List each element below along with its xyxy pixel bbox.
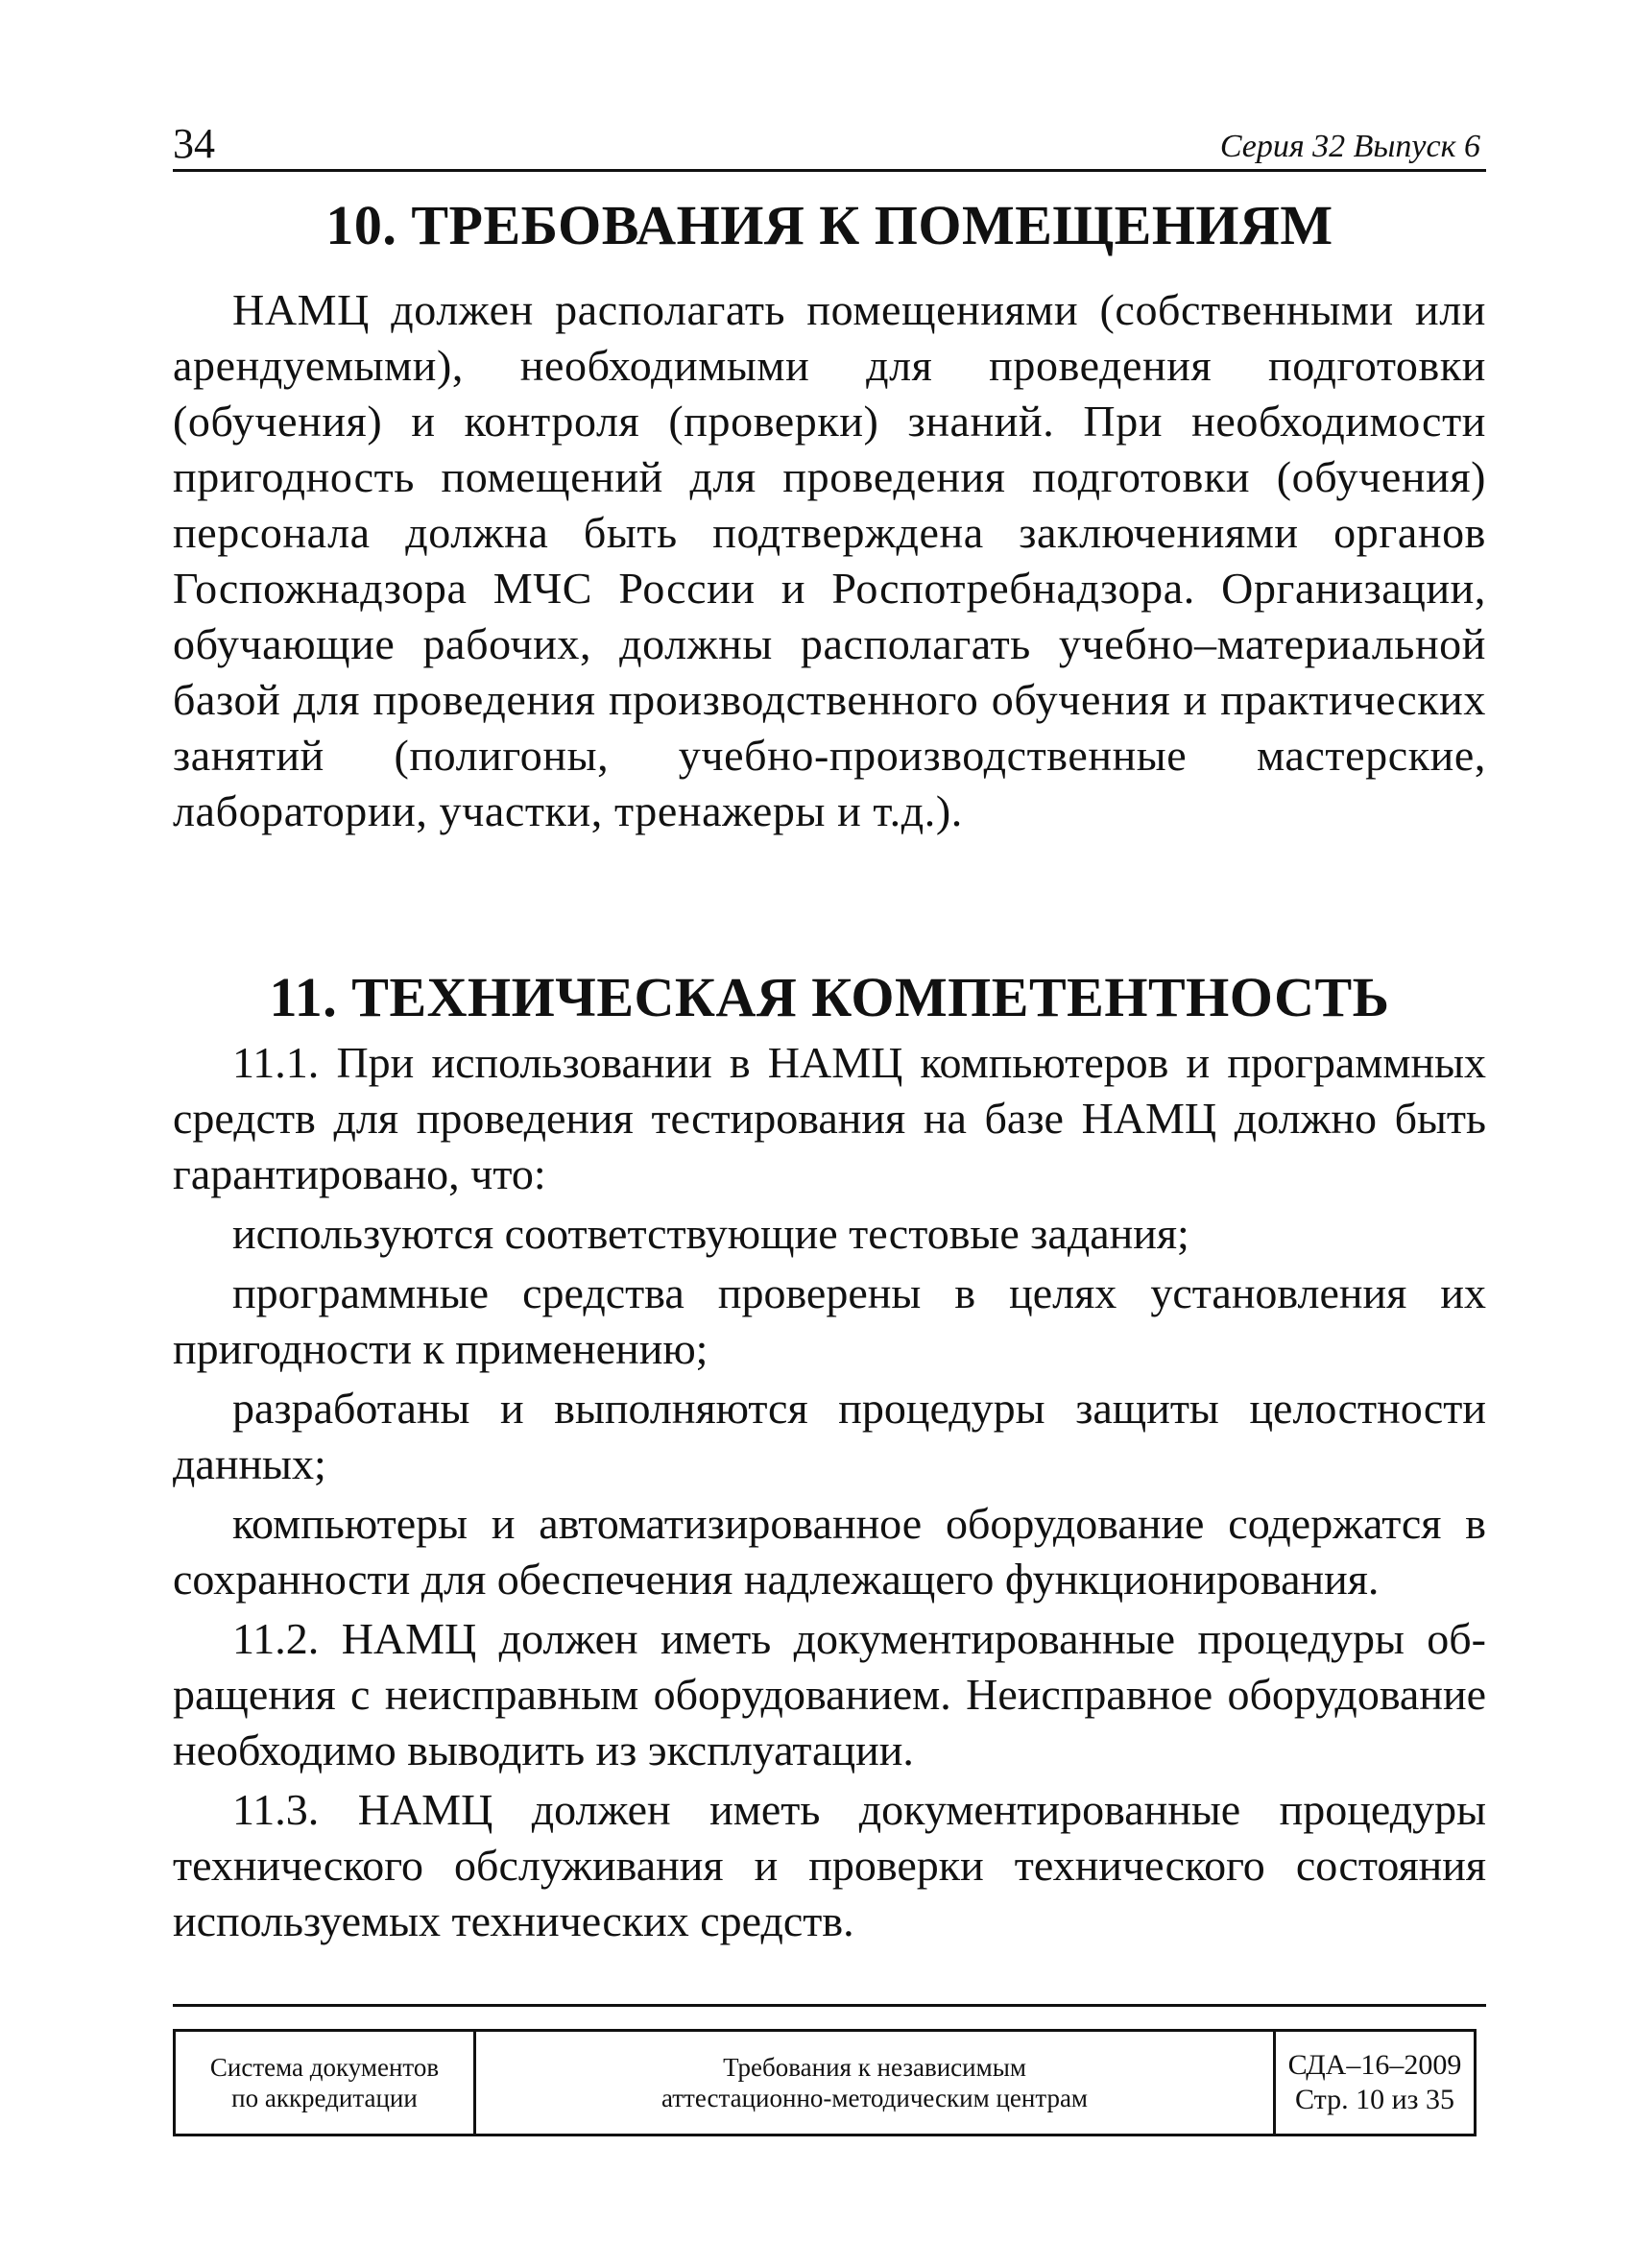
list-item: компьютеры и автоматизированное оборудование содержатся в сохранности для обеспечения надлежащего функционирования. — [173, 1499, 1486, 1604]
document-footer-table — [173, 2029, 1477, 2136]
footer-rule — [173, 2004, 1486, 2007]
clause-11-2: 11.2. НАМЦ должен иметь документированные процедуры обращения с неисправным оборудованием. Неисправное оборудование необходимо выводить из эксплуатации. — [173, 1614, 1486, 1774]
footer-system-line1: Система документов — [209, 2053, 440, 2082]
list-item: разработаны и выполняются процедуры защиты целостности данных; — [173, 1384, 1486, 1488]
section-11-body — [173, 1035, 1486, 1953]
footer-doc-code: СДА–16–2009 — [1287, 2049, 1462, 2081]
section-10-paragraph: НАМЦ должен располагать помещениями (собственными или арендуемыми), необходимыми для проведения подготовки (обучения) и контроля (проверки) знаний. При необходимости пригодность помещений для проведения подготовки (обучения) персонала должна быть подтверждена заключениями органов Госпожнадзора МЧС России и Роспотребнадзора. Организации, обучающие рабочих, должны располагать учебно–материальной базой для проведения производственного обучения и практических занятий (полигоны, учебно-производственные мастерские, лаборатории, участки, тренажеры и т.д.). — [173, 285, 1486, 835]
footer-title-line2: аттестационно-методическим центрам — [660, 2084, 1089, 2112]
clause-11-1: 11.1. При использовании в НАМЦ компьютеров и программных средств для проведения тестирования на базе НАМЦ должно быть гарантировано, что: — [173, 1038, 1486, 1198]
section-10-body — [173, 282, 1486, 839]
list-item: используются соответствующие тестовые задания; — [232, 1209, 1189, 1258]
footer-title-line1: Требования к независимым — [723, 2053, 1026, 2082]
footer-title-cell — [476, 2032, 1276, 2134]
clause-11-3: 11.3. НАМЦ должен иметь документированные процедуры технического обслуживания и проверки технического состояния используемых технических средств. — [173, 1785, 1486, 1945]
section-10-title: 10. ТРЕБОВАНИЯ К ПОМЕЩЕНИЯМ — [325, 194, 1333, 256]
footer-system-line2: по аккредитации — [231, 2084, 418, 2112]
series-label: Серия 32 Выпуск 6 — [1219, 129, 1480, 164]
page-number: 34 — [173, 120, 215, 167]
list-item: программные средства проверены в целях установления их пригодности к применению; — [173, 1268, 1486, 1373]
section-11-title: 11. ТЕХНИЧЕСКАЯ КОМПЕТЕНТНОСТЬ — [269, 966, 1390, 1028]
footer-system-cell — [176, 2032, 476, 2134]
header-rule — [173, 169, 1486, 172]
footer-page-info: Стр. 10 из 35 — [1295, 2084, 1454, 2115]
running-header — [173, 117, 1486, 171]
footer-code-cell — [1276, 2032, 1474, 2134]
